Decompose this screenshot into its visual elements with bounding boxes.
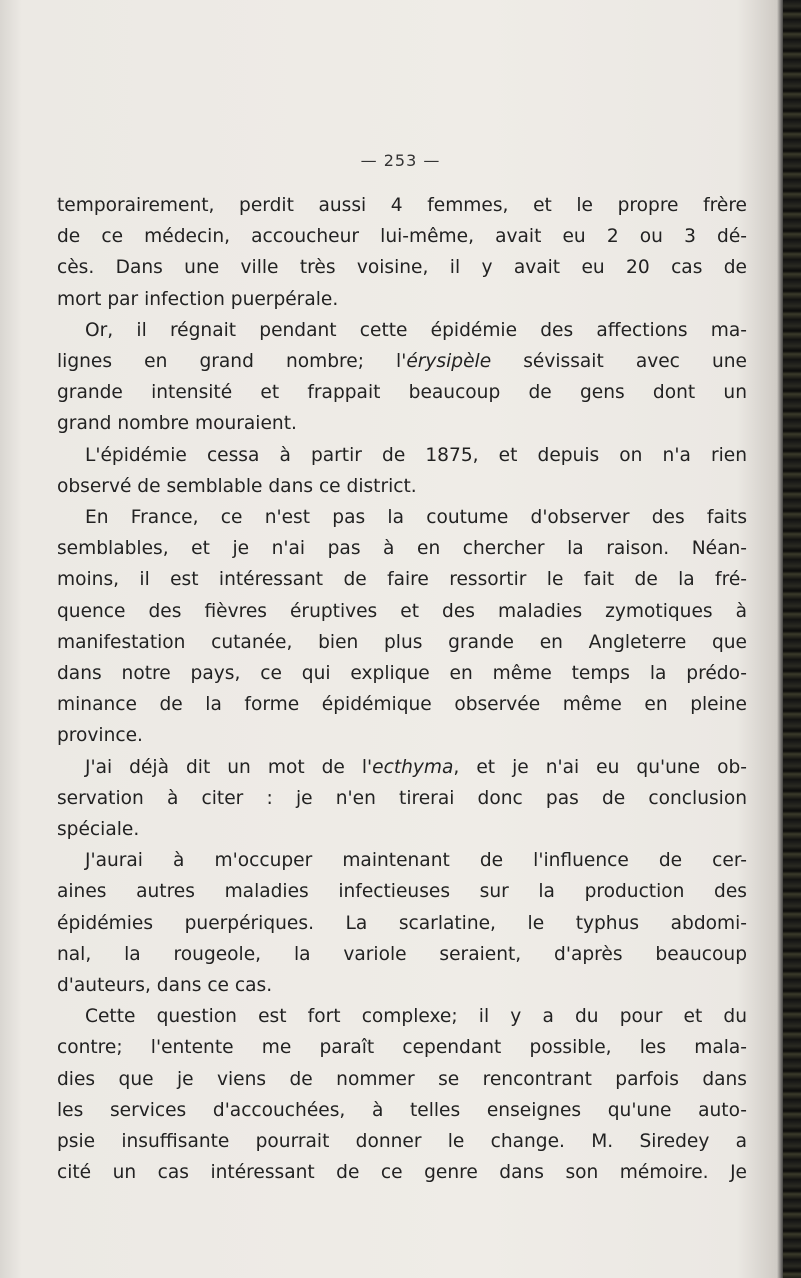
text-segment: minance de la forme épidémique observée même en pleine xyxy=(57,694,747,716)
text-segment: nal, la rougeole, la variole seraient, d'après beaucoup xyxy=(57,943,747,965)
text-line xyxy=(57,190,747,221)
text-segment: de ce médecin, accoucheur lui-même, avait eu 2 ou 3 dé- xyxy=(57,226,747,248)
text-segment: dans notre pays, ce qui explique en même temps la prédo- xyxy=(57,663,747,685)
text-line xyxy=(57,658,747,689)
text-line xyxy=(57,346,747,377)
text-segment: province. xyxy=(57,725,143,747)
text-line xyxy=(57,440,747,471)
text-segment: cès. Dans une ville très voisine, il y avait eu 20 cas de xyxy=(57,257,747,279)
text-line xyxy=(57,814,747,845)
text-segment: dies que je viens de nommer se rencontrant parfois dans xyxy=(57,1068,747,1090)
text-line xyxy=(57,284,747,315)
text-segment: mort par infection puerpérale. xyxy=(57,288,339,310)
text-segment: contre; l'entente me paraît cependant possible, les mala- xyxy=(57,1037,747,1059)
text-segment: quence des fièvres éruptives et des maladies zymotiques à xyxy=(57,600,747,622)
text-line xyxy=(57,596,747,627)
text-segment: Or, il régnait pendant cette épidémie des affections ma- xyxy=(85,319,747,341)
text-segment: d'auteurs, dans ce cas. xyxy=(57,975,273,997)
text-segment: temporairement, perdit aussi 4 femmes, et le propre frère xyxy=(57,195,747,216)
text-segment: J'ai déjà dit un mot de l' xyxy=(85,756,373,778)
text-line xyxy=(57,1064,747,1095)
text-line xyxy=(57,221,747,252)
text-line xyxy=(57,1095,747,1126)
text-segment: En France, ce n'est pas la coutume d'observer des faits xyxy=(85,507,747,529)
text-line xyxy=(57,689,747,720)
text-segment: épidémies puerpériques. La scarlatine, le typhus abdomi- xyxy=(57,912,747,934)
text-segment: grand nombre mouraient. xyxy=(57,413,297,435)
text-line xyxy=(57,377,747,408)
text-segment: lignes en grand nombre; l' xyxy=(57,351,407,373)
text-line xyxy=(57,876,747,907)
text-segment: psie insuffisante pourrait donner le change. M. Siredey a xyxy=(57,1131,747,1153)
text-segment: moins, il est intéressant de faire ressortir le fait de la fré- xyxy=(57,569,747,591)
text-segment: cité un cas intéressant de ce genre dans son mémoire. Je xyxy=(57,1162,747,1184)
text-line xyxy=(57,1126,747,1157)
body-text xyxy=(57,190,747,1189)
text-line xyxy=(57,720,747,751)
text-segment: spéciale. xyxy=(57,819,140,841)
text-segment: grande intensité et frappait beaucoup de gens dont un xyxy=(57,382,747,404)
text-line xyxy=(57,564,747,595)
text-segment: , et je n'ai eu qu'une ob- xyxy=(453,756,747,778)
text-line xyxy=(57,252,747,283)
text-segment: les services d'accouchées, à telles enseignes qu'une auto- xyxy=(57,1099,747,1121)
text-line xyxy=(57,533,747,564)
text-line xyxy=(57,752,747,783)
text-line xyxy=(57,783,747,814)
text-line xyxy=(57,908,747,939)
text-line xyxy=(57,1032,747,1063)
text-segment: semblables, et je n'ai pas à en chercher la raison. Néan- xyxy=(57,538,747,560)
text-line xyxy=(57,627,747,658)
text-segment: aines autres maladies infectieuses sur la production des xyxy=(57,881,747,903)
italic-term: ecthyma xyxy=(372,756,454,778)
text-segment: manifestation cutanée, bien plus grande en Angleterre que xyxy=(57,631,747,653)
text-line xyxy=(57,408,747,439)
text-line xyxy=(57,1157,747,1188)
text-line xyxy=(57,845,747,876)
text-segment: L'épidémie cessa à partir de 1875, et depuis on n'a rien xyxy=(85,444,747,466)
book-spine-edge xyxy=(783,0,801,1278)
text-line xyxy=(57,315,747,346)
text-line xyxy=(57,502,747,533)
text-segment: servation à citer : je n'en tirerai donc pas de conclusion xyxy=(57,787,747,809)
italic-term: érysipèle xyxy=(406,351,492,373)
text-segment: Cette question est fort complexe; il y a du pour et du xyxy=(85,1006,747,1028)
text-line xyxy=(57,970,747,1001)
text-segment: sévissait avec une xyxy=(491,351,747,373)
text-segment: J'aurai à m'occuper maintenant de l'influence de cer- xyxy=(85,850,747,872)
text-line xyxy=(57,939,747,970)
page-number: — 253 — xyxy=(360,151,441,170)
text-line xyxy=(57,1001,747,1032)
text-line xyxy=(57,471,747,502)
text-segment: observé de semblable dans ce district. xyxy=(57,475,417,497)
